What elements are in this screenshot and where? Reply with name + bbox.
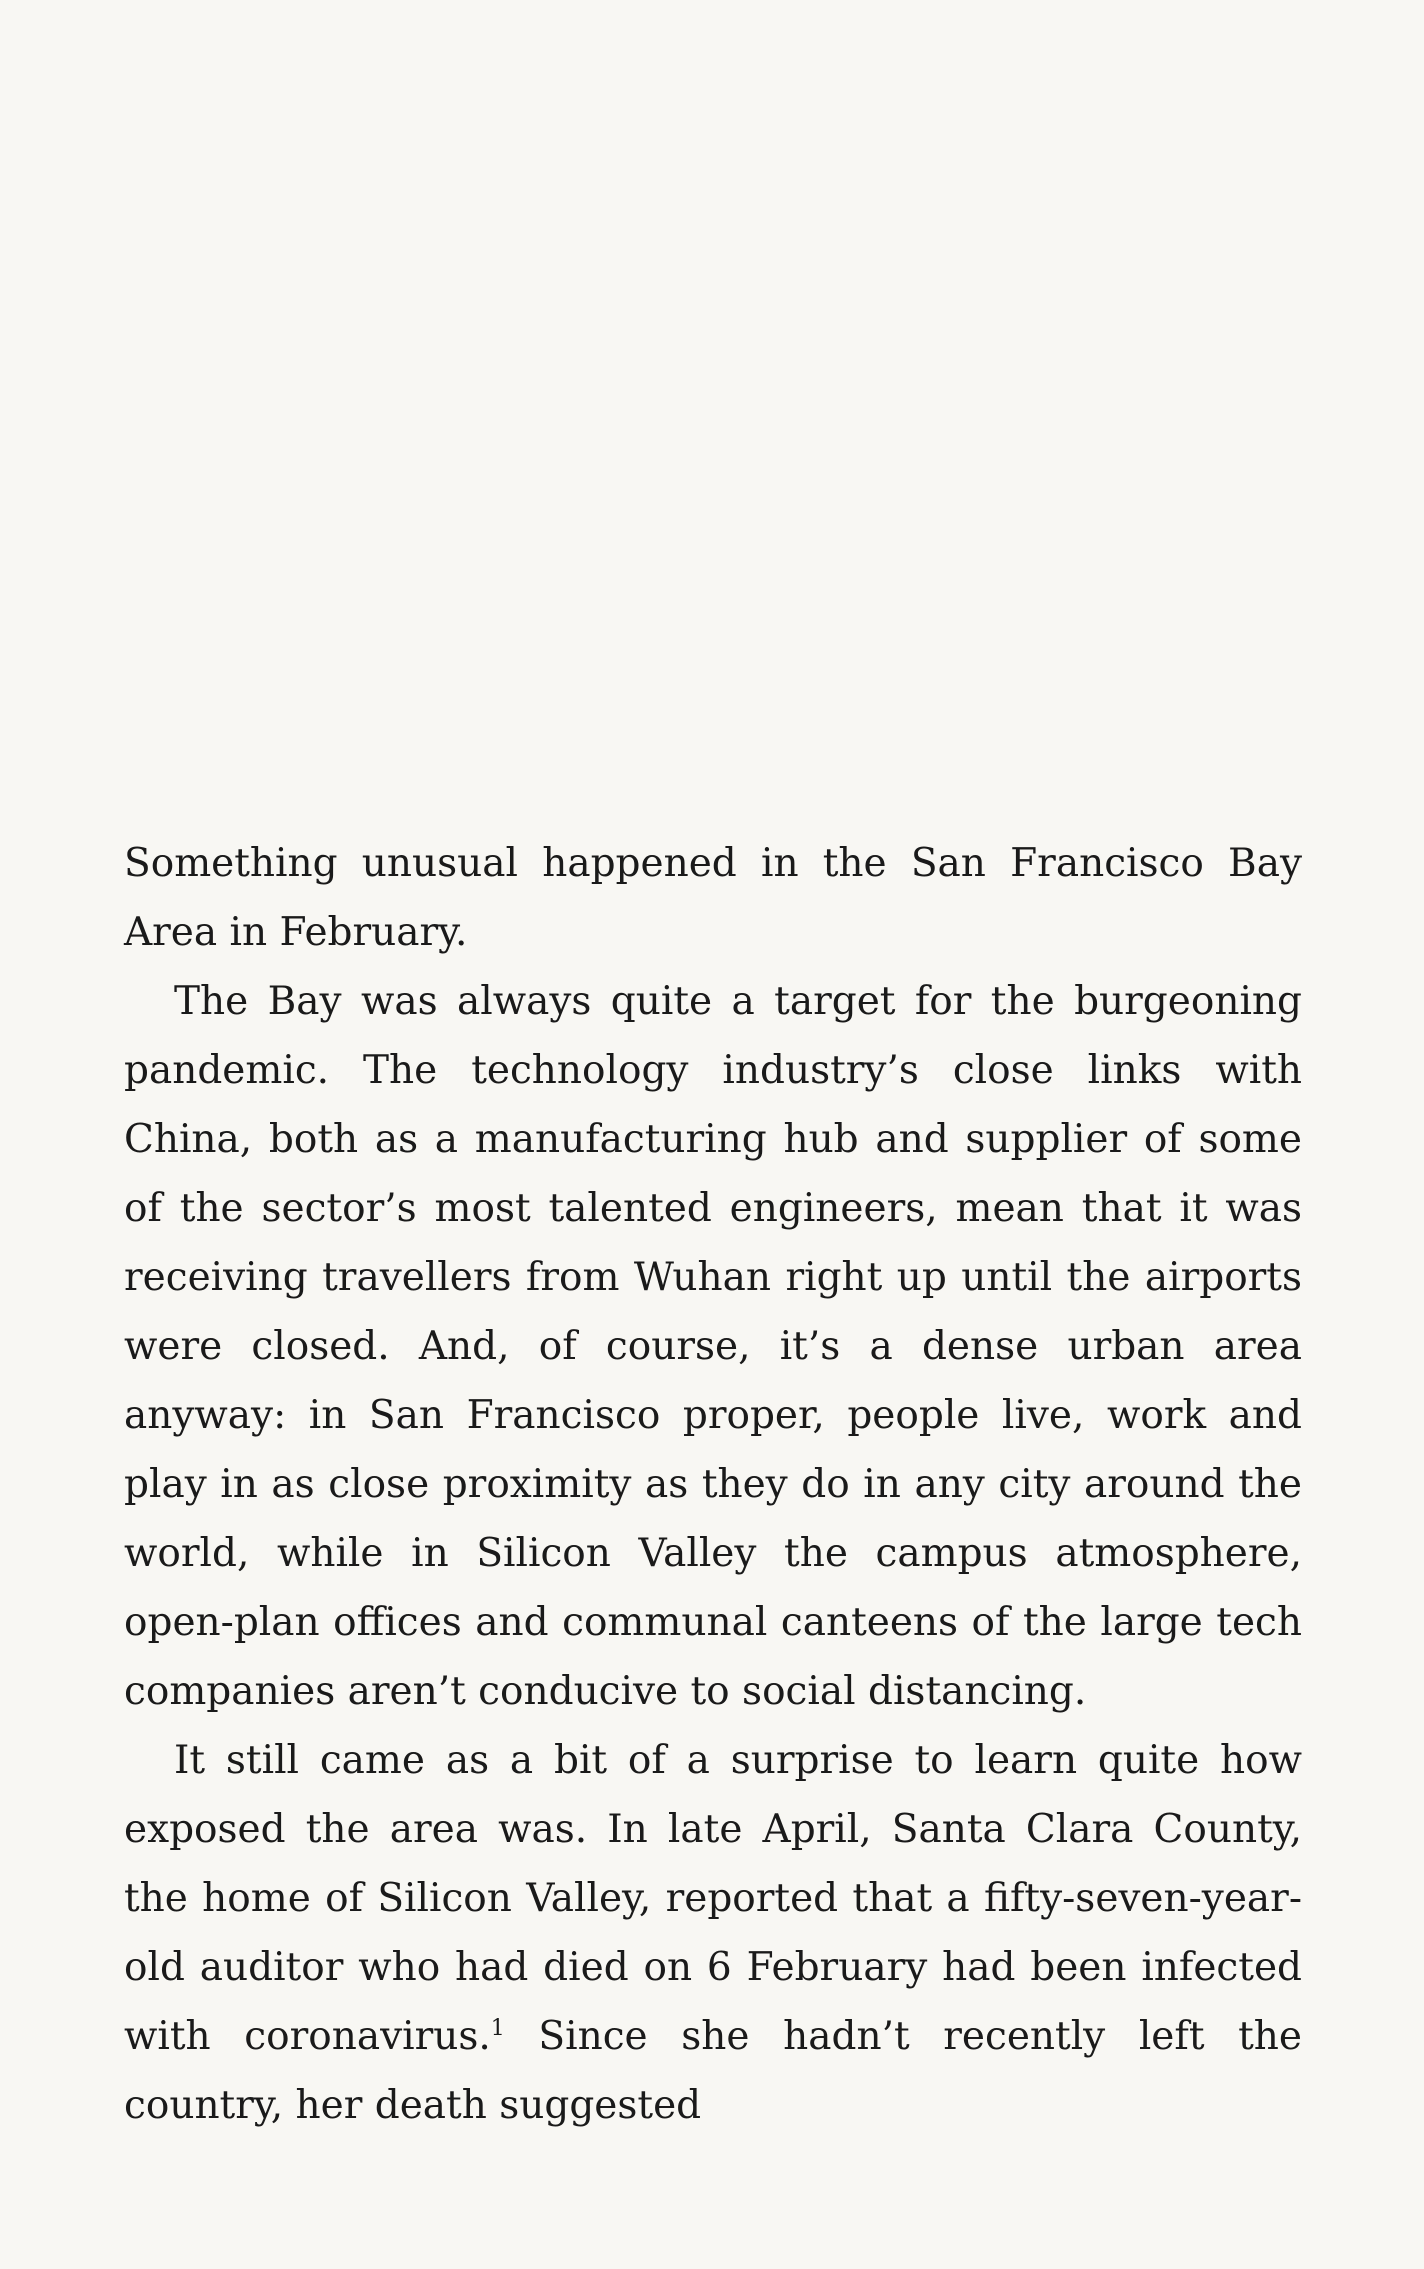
body-text [124,829,1302,2140]
footnote-marker: 1 [490,2016,505,2041]
paragraph-1-text: Something unusual happened in the San Francisco Bay Area in February. [124,841,1302,955]
paragraph-3-text-continued: Since she hadn’t recently left the country, her death suggested [124,2014,1302,2128]
paragraph-2-text: The Bay was always quite a target for the burgeoning pandemic. The technology industry’s close links with China, both as a manufacturing hub and supplier of some of the sector’s most talented engineers, mean that it was receiving travellers from Wuhan right up until the airports were closed. And, of course, it’s a dense urban area anyway: in San Francisco proper, people live, work and play in as close proximity as they do in any city around the world, while in Silicon Valley the campus atmosphere, open-plan offices and communal canteens of the large tech companies aren’t conducive to social distancing. [124,979,1302,1714]
paragraph-1 [124,829,1302,967]
paragraph-3 [124,1726,1302,2140]
paragraph-2 [124,967,1302,1726]
paragraph-3-text: It still came as a bit of a surprise to learn quite how exposed the area was. In late April, Santa Clara County, the home of Silicon Valley, reported that a fifty-seven-year-old auditor who had died on 6 February had been infected with coronavirus. [124,1738,1302,2059]
